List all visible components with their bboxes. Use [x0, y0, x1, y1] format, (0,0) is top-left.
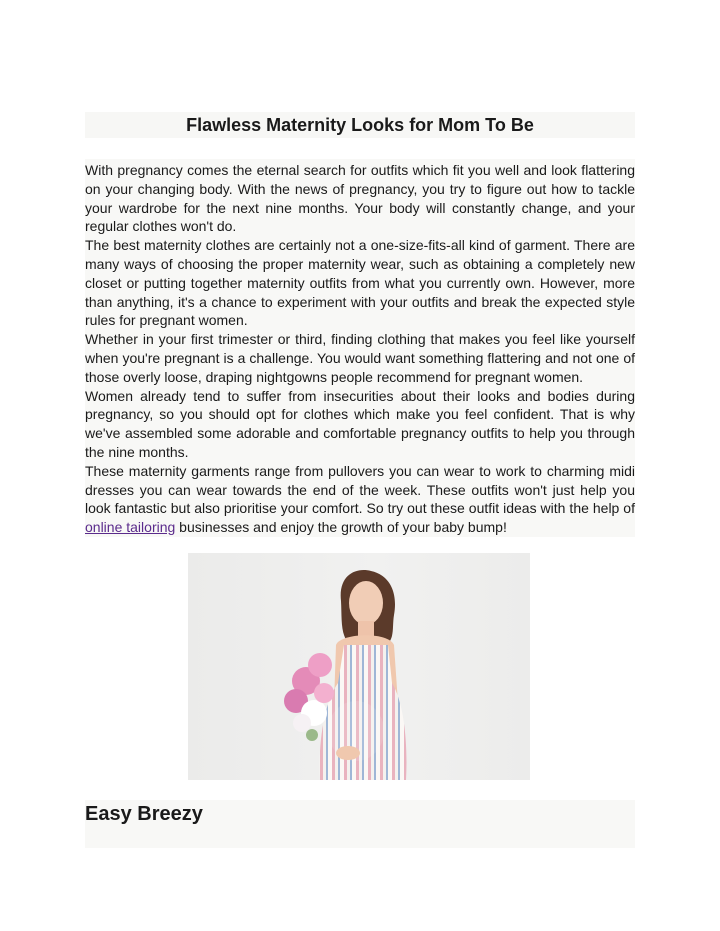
paragraph-5-text-end: businesses and enjoy the growth of your baby bump! [175, 519, 507, 536]
paragraph-5 [85, 462, 635, 537]
online-tailoring-link[interactable]: online tailoring [85, 519, 176, 536]
pregnant-woman-illustration [188, 553, 530, 780]
section-heading: Easy Breezy [85, 803, 203, 825]
paragraph-5-text-start: These maternity garments range from pullovers you can wear to work to charming midi dresses you can wear towards the end of the week. These outfits won't just help you look fantastic but also prioritise your comfort. So try out these outfit ideas with the help of [85, 462, 635, 517]
paragraph-1: With pregnancy comes the eternal search for outfits which fit you well and look flattering on your changing body. With the news of pregnancy, you try to figure out how to tackle your wardrobe for the next nine months. Your body will constantly change, and your regular clothes won't do. [85, 162, 635, 235]
paragraph-3: Whether in your first trimester or third, finding clothing that makes you feel like yourself when you're pregnant is a challenge. You would want something flattering and not one of those overly loose, draping nightgowns people recommend for pregnant women. [85, 331, 635, 385]
paragraph-2: The best maternity clothes are certainly not a one-size-fits-all kind of garment. There are many ways of choosing the proper maternity wear, such as obtaining a completely new closet or putting together maternity outfits from what you currently own. However, more than anything, it's a chance to experiment with your outfits and break the expected style rules for pregnant women. [85, 237, 635, 329]
page-title: Flawless Maternity Looks for Mom To Be [186, 115, 534, 135]
article-body [85, 161, 635, 537]
paragraph-4: Women already tend to suffer from insecurities about their looks and bodies during pregnancy, so you should opt for clothes which make you feel confident. That is why we've assembled some adorable and comfortable pregnancy outfits to help you through the nine months. [85, 387, 635, 460]
maternity-photo [188, 553, 530, 780]
